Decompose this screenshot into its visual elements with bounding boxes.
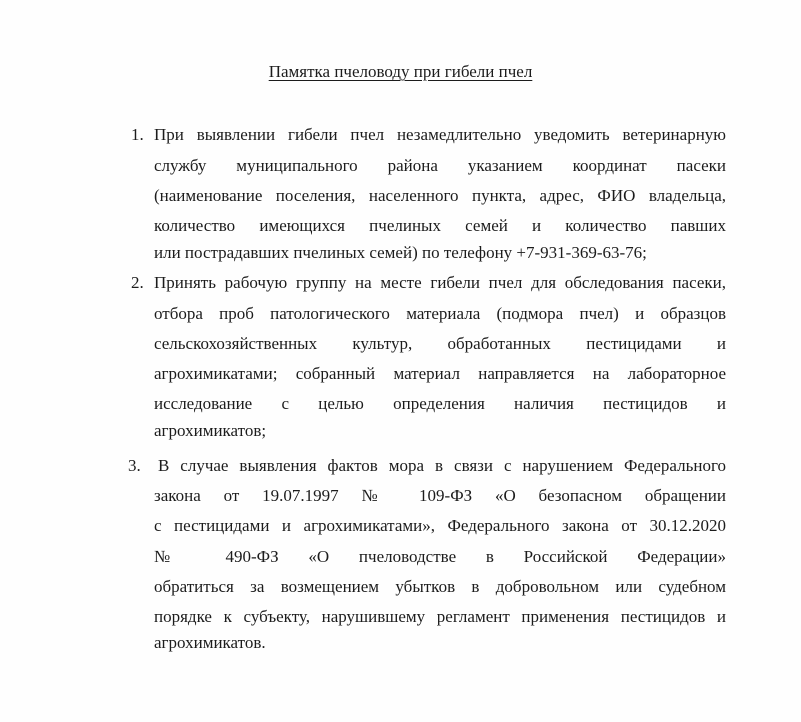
item-2-number: 2. <box>131 273 144 292</box>
item-3-line-4: № 490-ФЗ «О пчеловодстве в Российской Федерации» <box>154 547 726 566</box>
item-3-line-6: порядке к субъекту, нарушившему регламент применения пестицидов и <box>154 607 726 626</box>
item-3-line-5: обратиться за возмещением убытков в добровольном или судебном <box>154 577 726 596</box>
item-1-line-2: службу муниципального района указанием координат пасеки <box>154 156 726 175</box>
item-3-line-3: с пестицидами и агрохимикатами», Федерального закона от 30.12.2020 <box>154 516 726 535</box>
item-2-line-2: отбора проб патологического материала (подмора пчел) и образцов <box>154 304 726 323</box>
item-2-line-4: агрохимикатами; собранный материал направляется на лабораторное <box>154 364 726 383</box>
item-1-line-4: количество имеющихся пчелиных семей и количество павших <box>154 216 726 235</box>
item-3-line-2: закона от 19.07.1997 № 109-ФЗ «О безопасном обращении <box>154 486 726 505</box>
item-1-line-5: или пострадавших пчелиных семей) по телефону +7-931-369-63-76; <box>154 243 647 262</box>
item-3-line-7: агрохимикатов. <box>154 633 266 652</box>
document-title <box>0 62 801 82</box>
item-1-line-1: При выявлении гибели пчел незамедлительно уведомить ветеринарную <box>154 125 726 144</box>
item-1-line-3: (наименование поселения, населенного пункта, адрес, ФИО владельца, <box>154 186 726 205</box>
item-2-line-3: сельскохозяйственных культур, обработанных пестицидами и <box>154 334 726 353</box>
item-2-line-1: Принять рабочую группу на месте гибели пчел для обследования пасеки, <box>154 273 726 292</box>
document-title-text: Памятка пчеловоду при гибели пчел <box>268 62 533 81</box>
item-2-line-6: агрохимикатов; <box>154 421 267 440</box>
item-3-line-1: В случае выявления фактов мора в связи с нарушением Федерального <box>158 456 726 475</box>
item-3-number: 3. <box>128 456 141 475</box>
item-2-line-5: исследование с целью определения наличия пестицидов и <box>154 394 726 413</box>
item-1-number: 1. <box>131 125 144 144</box>
